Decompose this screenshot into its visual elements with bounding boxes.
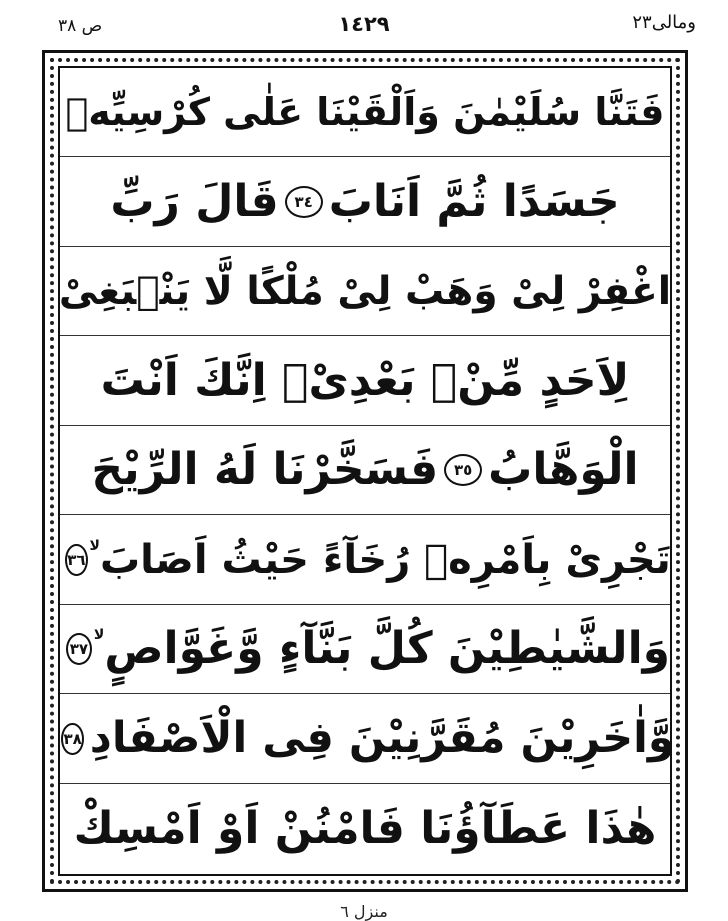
surah-label: ص ٣٨	[58, 16, 103, 36]
verse-text: وَالشَّيٰطِيْنَ كُلَّ بَنَّآءٍ وَّغَوَّاصٍ	[104, 623, 670, 674]
verse-text: وَّاٰخَرِيْنَ مُقَرَّنِيْنَ فِى الْاَصْفَادِ	[89, 713, 675, 763]
verse-text: فَسَخَّرْنَا لَهُ الرِّيْحَ	[91, 444, 439, 495]
waqf-pause-sign: لا	[89, 537, 100, 554]
verse-line	[60, 516, 670, 605]
ayah-number-marker: ٣٤	[285, 186, 323, 218]
verse-line	[60, 158, 670, 247]
ayah-number-marker: ٣٦	[65, 544, 87, 576]
ayah-number-marker: ٣٥	[444, 454, 482, 486]
verse-line	[60, 784, 670, 873]
verse-line	[60, 247, 670, 336]
verse-text: قَالَ رَبِّ	[110, 175, 279, 227]
verse-lines	[58, 68, 675, 874]
page-header	[0, 0, 728, 40]
verse-line	[60, 605, 670, 694]
verse-text: لِاَحَدٍ مِّنْۢ بَعْدِىْۚ اِنَّكَ اَنْتَ	[100, 354, 630, 406]
verse-line	[60, 426, 670, 515]
page-number: ١٤٢٩	[338, 12, 390, 36]
verse-text: هٰذَا عَطَآؤُنَا فَامْنُنْ اَوْ اَمْسِكْ	[73, 802, 657, 854]
waqf-pause-sign: لا	[93, 627, 105, 643]
verse-text: تَجْرِىْ بِاَمْرِهٖ رُخَآءً حَيْثُ اَصَابَ	[99, 536, 671, 583]
verse-line	[60, 695, 675, 784]
verse-text: فَتَنَّا سُلَيْمٰنَ وَاَلْقَيْنَا عَلٰى كُرْسِيِّهٖ	[65, 90, 665, 134]
verse-text: جَسَدًا ثُمَّ اَنَابَ	[328, 175, 620, 227]
manzil-label: منزل ٦	[340, 902, 388, 921]
verse-text: الْوَهَّابُ	[488, 444, 639, 495]
verse-line	[60, 337, 670, 426]
verse-line	[60, 68, 670, 157]
ayah-number-marker: ٣٧	[66, 633, 92, 665]
ayah-number-marker: ٣٨	[61, 723, 83, 755]
verse-text: اغْفِرْ لِىْ وَهَبْ لِىْ مُلْكًا لَّا يَنْۢبَغِىْ	[58, 268, 672, 314]
juz-label: ومالى٢٣	[632, 12, 696, 33]
